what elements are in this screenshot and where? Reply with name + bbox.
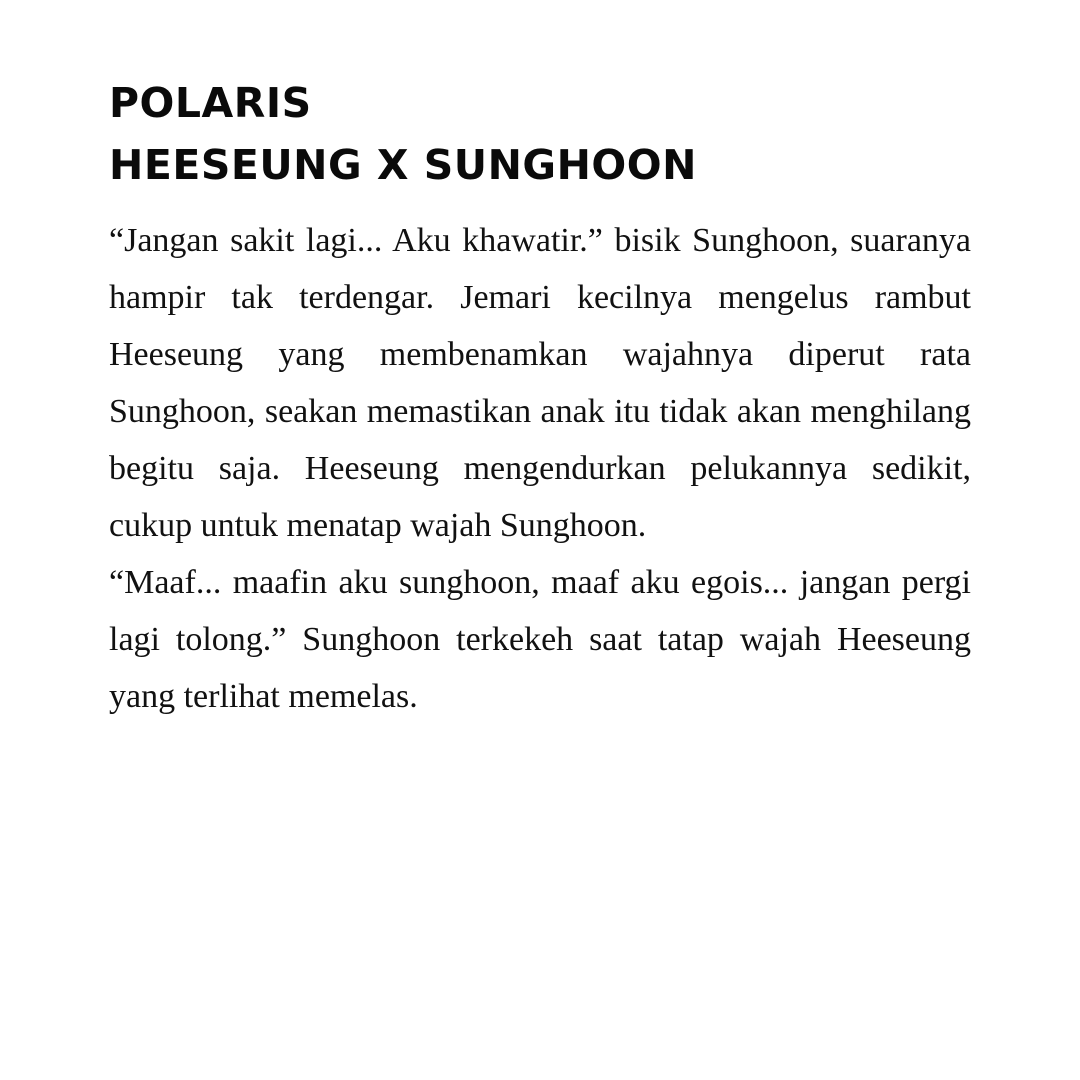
story-page — [109, 72, 971, 725]
title-line-pairing: HEESEUNG X SUNGHOON — [109, 141, 697, 189]
story-paragraph-2: “Maaf... maafin aku sunghoon, maaf aku egois... jangan pergi lagi tolong.” Sunghoon terkekeh saat tatap wajah Heeseung yang terlihat memelas. — [109, 564, 971, 715]
title-line-polaris: POLARIS — [109, 79, 312, 127]
story-title — [109, 72, 971, 196]
story-paragraph-1: “Jangan sakit lagi... Aku khawatir.” bisik Sunghoon, suaranya hampir tak terdengar. Jemari kecilnya mengelus rambut Heeseung yang membenamkan wajahnya diperut rata Sunghoon, seakan memastikan anak itu tidak akan menghilang begitu saja. Heeseung mengendurkan pelukannya sedikit, cukup untuk menatap wajah Sunghoon. — [109, 222, 971, 544]
story-body — [109, 212, 971, 725]
